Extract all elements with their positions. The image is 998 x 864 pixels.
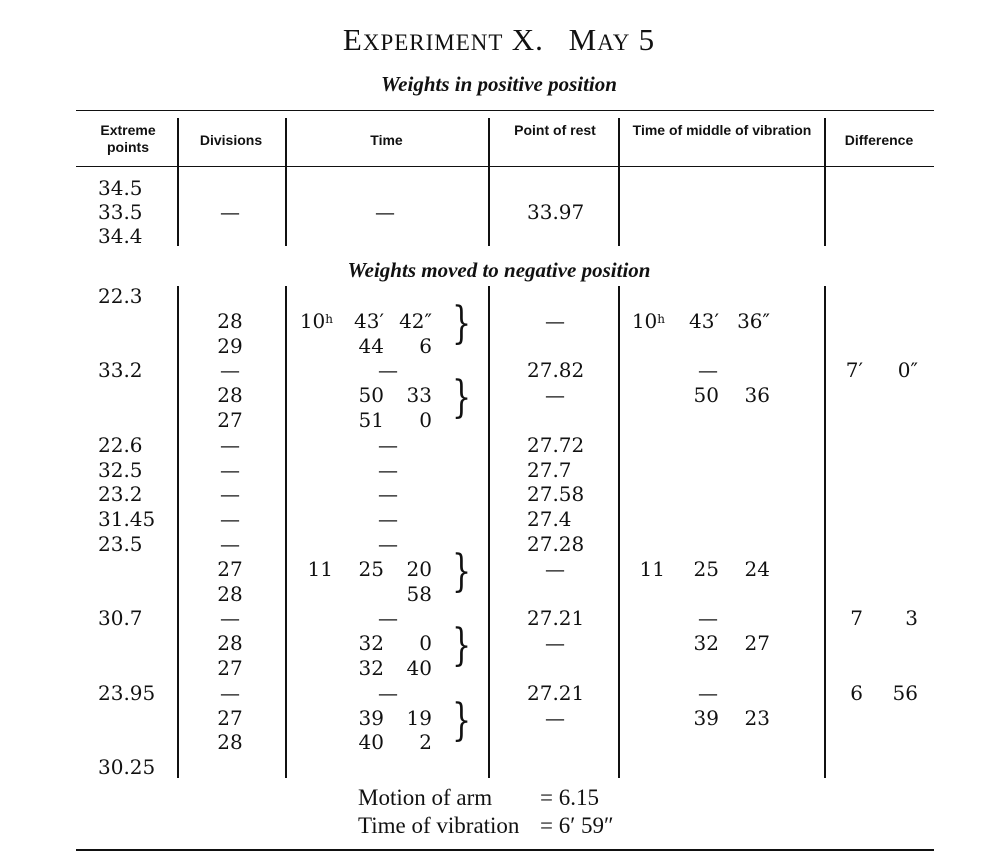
time-minutes: 50 (358, 383, 384, 408)
positive-divisions-dash: — (220, 200, 240, 224)
divisions-value: — (220, 680, 240, 705)
header-rule (177, 118, 179, 166)
time-seconds: 33 (406, 383, 432, 408)
middle-time-seconds: 23 (744, 705, 770, 730)
divisions-value: 28 (217, 581, 243, 606)
middle-time-minutes: 50 (693, 383, 719, 408)
middle-time-dash: — (698, 680, 718, 705)
extreme-point-value: 23.95 (98, 680, 156, 705)
difference-minutes: 7 (850, 606, 863, 631)
column-rule (488, 286, 490, 778)
page-title (0, 22, 998, 58)
title-month-rest: AY (597, 30, 631, 55)
positive-section-heading: Weights in positive position (381, 72, 617, 96)
time-seconds: 0 (419, 631, 432, 656)
point-of-rest-dash: — (545, 631, 565, 656)
point-of-rest-dash: — (545, 705, 565, 730)
time-pair-brace: } (452, 546, 472, 598)
footer-motion-value: = 6.15 (540, 785, 599, 810)
divisions-value: — (220, 507, 240, 532)
positive-point-of-rest: 33.97 (527, 200, 585, 224)
header-middle-time: Time of middle of vibration (632, 122, 812, 138)
time-dash: — (378, 532, 398, 556)
divisions-value: — (220, 532, 240, 556)
point-of-rest-value: 27.82 (527, 358, 585, 383)
time-hour: 11 (307, 556, 333, 581)
divisions-value: 29 (217, 333, 243, 358)
middle-time-seconds: 36″ (737, 308, 770, 333)
middle-time-hour: 10$^h$ (631, 308, 665, 333)
column-rule (824, 286, 826, 778)
title-month-initial: M (568, 22, 598, 57)
point-of-rest-dash: — (545, 308, 565, 333)
extreme-point-value: 23.5 (98, 532, 143, 556)
divisions-value: — (220, 482, 240, 507)
positive-time-dash: — (375, 200, 395, 224)
extreme-point-value: 33.2 (98, 358, 143, 383)
time-minutes: 44 (358, 333, 384, 358)
difference-seconds: 56 (892, 680, 918, 705)
table-bottom-rule (76, 849, 934, 851)
point-of-rest-dash: — (545, 383, 565, 408)
column-rule (618, 286, 620, 778)
middle-time-dash: — (698, 606, 718, 631)
footer-motion-label: Motion of arm (358, 785, 493, 810)
header-extreme-points: Extreme points (100, 122, 156, 155)
point-of-rest-value: 27.72 (527, 432, 585, 457)
time-dash: — (378, 432, 398, 457)
time-minutes: 25 (358, 556, 384, 581)
header-difference: Difference (844, 132, 914, 148)
point-of-rest-value: 27.28 (527, 532, 585, 556)
extreme-point-value: 22.3 (98, 284, 143, 308)
middle-time-seconds: 27 (744, 631, 770, 656)
point-of-rest-value: 27.4 (527, 507, 572, 532)
difference-seconds: 0″ (897, 358, 918, 383)
header-point-of-rest: Point of rest (514, 122, 596, 138)
header-bottom-rule (76, 166, 934, 167)
time-minutes: 40 (358, 730, 384, 755)
time-seconds: 40 (406, 656, 432, 680)
header-rule (488, 118, 490, 166)
header-time: Time (370, 132, 403, 148)
divisions-value: — (220, 358, 240, 383)
divisions-value: 27 (217, 408, 243, 432)
middle-time-minutes: 32 (693, 631, 719, 656)
time-minutes: 32 (358, 631, 384, 656)
middle-time-hour: 11 (639, 556, 665, 581)
divisions-value: 28 (217, 730, 243, 755)
column-rule (177, 166, 179, 246)
time-seconds: 19 (406, 705, 432, 730)
divisions-value: 28 (217, 631, 243, 656)
column-rule (177, 286, 179, 778)
time-pair-brace: } (452, 372, 472, 424)
extreme-point-value: 31.45 (98, 507, 156, 532)
negative-section-heading: Weights moved to negative position (347, 258, 651, 282)
divisions-value: 27 (217, 705, 243, 730)
point-of-rest-dash: — (545, 556, 565, 581)
time-pair-brace: } (452, 695, 472, 746)
extreme-point-value: 23.2 (98, 482, 143, 507)
extreme-point-value: 30.7 (98, 606, 143, 631)
point-of-rest-value: 27.7 (527, 457, 572, 482)
divisions-value: 28 (217, 383, 243, 408)
divisions-value: — (220, 606, 240, 631)
column-rule (824, 166, 826, 246)
time-dash: — (378, 358, 398, 383)
middle-time-dash: — (698, 358, 718, 383)
column-rule (488, 166, 490, 246)
difference-minutes: 7′ (845, 358, 863, 383)
middle-time-minutes: 43′ (689, 308, 719, 333)
title-experiment-rest: XPERIMENT (362, 30, 504, 55)
time-dash: — (378, 680, 398, 705)
divisions-value: 27 (217, 656, 243, 680)
header-rule (285, 118, 287, 166)
point-of-rest-value: 27.58 (527, 482, 585, 507)
extreme-point-value: 30.25 (98, 755, 156, 780)
time-hour: 10$^h$ (299, 308, 333, 333)
footer-vibration-label: Time of vibration (358, 813, 520, 838)
time-dash: — (378, 606, 398, 631)
hour-superscript: h (657, 311, 665, 326)
column-rule (285, 286, 287, 778)
time-pair-brace: } (452, 298, 472, 350)
time-dash: — (378, 507, 398, 532)
divisions-value: — (220, 432, 240, 457)
time-seconds: 20 (406, 556, 432, 581)
time-dash: — (378, 482, 398, 507)
time-seconds: 2 (419, 730, 432, 755)
table-top-rule (76, 110, 934, 111)
time-pair-brace: } (452, 620, 472, 672)
column-rule (285, 166, 287, 246)
middle-time-minutes: 39 (693, 705, 719, 730)
middle-time-seconds: 36 (744, 383, 770, 408)
difference-minutes: 6 (850, 680, 863, 705)
difference-seconds: 3 (905, 606, 918, 631)
time-minutes: 39 (358, 705, 384, 730)
title-numeral: X. (511, 22, 544, 57)
time-seconds: 0 (419, 408, 432, 432)
time-seconds: 42″ (399, 308, 432, 333)
positive-extreme-2: 33.5 (98, 200, 143, 224)
column-rule (618, 166, 620, 246)
extreme-point-value: 22.6 (98, 432, 143, 457)
header-rule (824, 118, 826, 166)
hour-superscript: h (325, 311, 333, 326)
positive-extreme-1: 34.5 (98, 176, 143, 200)
positive-extreme-3: 34.4 (98, 224, 143, 248)
point-of-rest-value: 27.21 (527, 606, 585, 631)
title-experiment-initial: E (342, 22, 363, 57)
title-day: 5 (638, 22, 656, 57)
point-of-rest-value: 27.21 (527, 680, 585, 705)
extreme-point-value: 32.5 (98, 457, 143, 482)
time-minutes: 43′ (354, 308, 384, 333)
header-rule (618, 118, 620, 166)
divisions-value: — (220, 457, 240, 482)
middle-time-minutes: 25 (693, 556, 719, 581)
time-minutes: 32 (358, 656, 384, 680)
footer-vibration-value: = 6′ 59″ (540, 813, 614, 838)
divisions-value: 27 (217, 556, 243, 581)
time-minutes: 51 (358, 408, 384, 432)
time-seconds: 58 (406, 581, 432, 606)
divisions-value: 28 (217, 308, 243, 333)
time-dash: — (378, 457, 398, 482)
middle-time-seconds: 24 (744, 556, 770, 581)
header-divisions: Divisions (199, 132, 263, 148)
time-seconds: 6 (419, 333, 432, 358)
